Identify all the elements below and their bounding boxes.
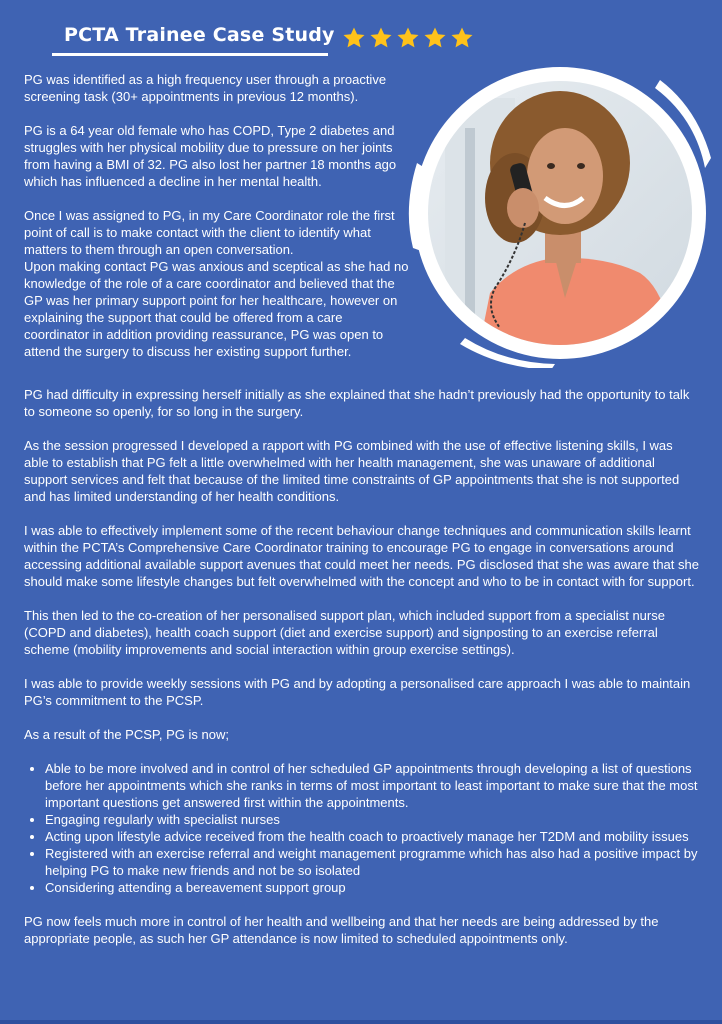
page-title: PCTA Trainee Case Study: [64, 24, 335, 46]
intro-paragraph: Once I was assigned to PG, in my Care Coordinator role the first point of call is to make contact with the client to identify what matters to them through an open conversation.: [24, 208, 395, 257]
outcomes-list: [24, 760, 700, 896]
body-paragraph: PG had difficulty in expressing herself initially as she explained that she hadn’t previously had the opportunity to talk to someone so openly, for so long in the surgery.: [24, 387, 690, 419]
main-text: [24, 386, 700, 964]
body-paragraph: This then led to the co-creation of her personalised support plan, which included support from a specialist nurse (COPD and diabetes), health coach support (diet and exercise support) and signposting to an exercise referral scheme (mobility improvements and social interaction within group exercise settings).: [24, 608, 665, 657]
title-underline: [52, 53, 328, 56]
closing-paragraph: PG now feels much more in control of her health and wellbeing and that her needs are being addressed by the appropriate people, as such her GP attendance is now limited to scheduled appointments only.: [24, 914, 659, 946]
intro-paragraph: Upon making contact PG was anxious and sceptical as she had no knowledge of the role of a care coordinator and believed that the GP was her primary support point for her healthcare, however on explaining the support that could be offered from a care coordinator in addition providing reassurance, PG was open to attend the surgery to discuss her existing support further.: [24, 259, 409, 359]
list-item: • Able to be more involved and in control of her scheduled GP appointments through developing a list of questions before her appointments which she ranks in terms of most important to least important to make sure that the most important questions get answered first within the appointments.: [45, 760, 700, 811]
star-icon: [450, 26, 474, 50]
footer-divider: [0, 1020, 722, 1024]
list-item: • Acting upon lifestyle advice received from the health coach to proactively manage her T2DM and mobility issues: [45, 828, 700, 845]
body-paragraph: I was able to provide weekly sessions with PG and by adopting a personalised care approach I was able to maintain PG’s commitment to the PCSP.: [24, 676, 691, 708]
intro-paragraph: PG is a 64 year old female who has COPD, Type 2 diabetes and struggles with her physical mobility due to pressure on her joints from having a BMI of 32. PG also lost her partner 18 months ago which has influenced a decline in her mental health.: [24, 123, 397, 189]
intro-text: [24, 71, 409, 377]
body-paragraph: I was able to effectively implement some of the recent behaviour change techniques and communication skills learnt within the PCTA’s Comprehensive Care Coordinator training to encourage PG to engage in conversations around accessing additional available support avenues that could meet her needs. PG disclosed that she was aware that she should make some lifestyle changes but felt overwhelmed with the concept and who to be in contact with for support.: [24, 523, 699, 589]
list-item: • Considering attending a bereavement support group: [45, 879, 700, 896]
profile-photo: [405, 58, 715, 368]
star-icon: [396, 26, 420, 50]
star-icon: [369, 26, 393, 50]
intro-paragraph: PG was identified as a high frequency user through a proactive screening task (30+ appointments in previous 12 months).: [24, 72, 387, 104]
star-icon: [423, 26, 447, 50]
star-icon: [342, 26, 366, 50]
rating-stars: [342, 26, 474, 50]
body-paragraph: As the session progressed I developed a rapport with PG combined with the use of effective listening skills, I was able to establish that PG felt a little overwhelmed with her health management, she was unaware of additional support services and felt that because of the limited time constraints of GP appointments that she is not supported and has limited understanding of her health conditions.: [24, 438, 680, 504]
list-item: • Engaging regularly with specialist nurses: [45, 811, 700, 828]
list-item: • Registered with an exercise referral and weight management programme which has also had a positive impact by helping PG to make new friends and not be so isolated: [45, 845, 700, 879]
body-paragraph: As a result of the PCSP, PG is now;: [24, 727, 229, 742]
